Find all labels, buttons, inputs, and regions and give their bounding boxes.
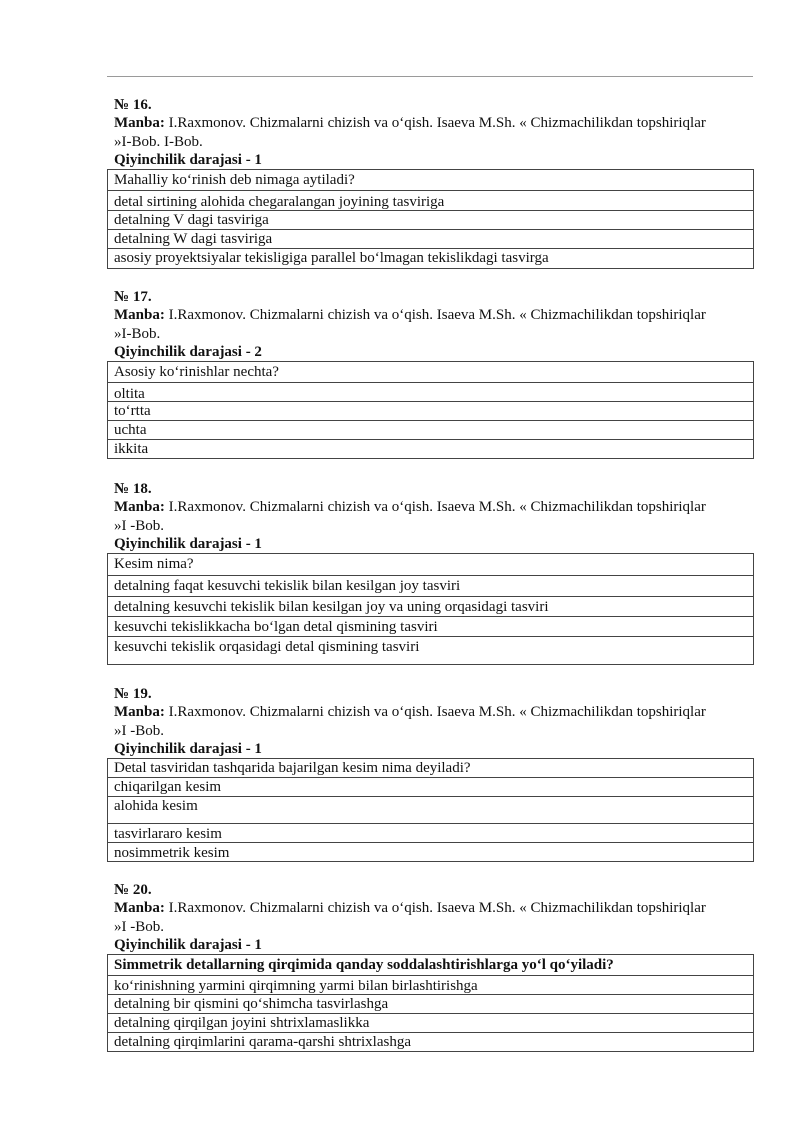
source-label: Manba:	[114, 115, 165, 131]
source-label: Manba:	[114, 307, 165, 323]
question-block	[114, 288, 754, 459]
answer-option: detalning qirqilgan joyini shtrixlamaslikka	[108, 1014, 753, 1033]
question-block	[114, 480, 754, 665]
answer-option: kesuvchi tekislikkacha bo‘lgan detal qismining tasviri	[108, 617, 753, 637]
answer-option: kesuvchi tekislik orqasidagi detal qismining tasviri	[108, 637, 753, 665]
answer-option: detalning kesuvchi tekislik bilan kesilgan joy va uning orqasidagi tasviri	[108, 597, 753, 617]
source-label: Manba:	[114, 704, 165, 720]
source-text: I.Raxmonov. Chizmalarni chizish va o‘qish. Isaeva M.Sh. « Chizmachilikdan topshiriqlar »I-Bob.	[114, 307, 706, 342]
difficulty-level: Qiyinchilik darajasi - 2	[114, 344, 262, 360]
question-table	[107, 553, 754, 665]
question-text: Asosiy ko‘rinishlar nechta?	[108, 362, 753, 383]
answer-option: detalning qirqimlarini qarama-qarshi shtrixlashga	[108, 1033, 753, 1052]
answer-option: ko‘rinishning yarmini qirqimning yarmi bilan birlashtirishga	[108, 976, 753, 995]
top-divider	[107, 76, 753, 77]
answer-option: alohida kesim	[108, 797, 753, 824]
answer-option: oltita	[108, 383, 753, 402]
answer-option: to‘rtta	[108, 402, 753, 421]
source-text: I.Raxmonov. Chizmalarni chizish va o‘qish. Isaeva M.Sh. « Chizmachilikdan topshiriqlar »I -Bob.	[114, 499, 706, 534]
question-block	[114, 881, 754, 1052]
question-table	[107, 954, 754, 1052]
difficulty-level: Qiyinchilik darajasi - 1	[114, 741, 262, 757]
answer-option: detalning bir qismini qo‘shimcha tasvirlashga	[108, 995, 753, 1014]
question-source	[114, 703, 714, 741]
source-label: Manba:	[114, 900, 165, 916]
question-text: Kesim nima?	[108, 554, 753, 576]
source-text: I.Raxmonov. Chizmalarni chizish va o‘qish. Isaeva M.Sh. « Chizmachilikdan topshiriqlar »I-Bob. I-Bob.	[114, 115, 706, 150]
question-number: № 17.	[114, 289, 152, 305]
question-table	[107, 361, 754, 459]
question-number: № 19.	[114, 686, 152, 702]
question-text: Mahalliy ko‘rinish deb nimaga aytiladi?	[108, 170, 753, 191]
question-number: № 20.	[114, 882, 152, 898]
difficulty-level: Qiyinchilik darajasi - 1	[114, 937, 262, 953]
answer-option: chiqarilgan kesim	[108, 778, 753, 797]
question-text: Simmetrik detallarning qirqimida qanday soddalashtirishlarga yo‘l qo‘yiladi?	[108, 955, 753, 976]
question-number: № 18.	[114, 481, 152, 497]
question-number: № 16.	[114, 97, 152, 113]
answer-option: asosiy proyektsiyalar tekisligiga parallel bo‘lmagan tekislikdagi tasvirga	[108, 249, 753, 269]
difficulty-level: Qiyinchilik darajasi - 1	[114, 152, 262, 168]
question-table	[107, 758, 754, 862]
answer-option: tasvirlararo kesim	[108, 824, 753, 843]
question-text: Detal tasviridan tashqarida bajarilgan kesim nima deyiladi?	[108, 759, 753, 778]
answer-option: uchta	[108, 421, 753, 440]
source-label: Manba:	[114, 499, 165, 515]
question-source	[114, 498, 714, 536]
answer-option: detal sirtining alohida chegaralangan joyining tasviriga	[108, 191, 753, 211]
question-source	[114, 306, 714, 344]
source-text: I.Raxmonov. Chizmalarni chizish va o‘qish. Isaeva M.Sh. « Chizmachilikdan topshiriqlar »I -Bob.	[114, 704, 706, 739]
difficulty-level: Qiyinchilik darajasi - 1	[114, 536, 262, 552]
answer-option: nosimmetrik kesim	[108, 843, 753, 862]
question-source	[114, 899, 714, 937]
source-text: I.Raxmonov. Chizmalarni chizish va o‘qish. Isaeva M.Sh. « Chizmachilikdan topshiriqlar »I -Bob.	[114, 900, 706, 935]
question-block	[114, 685, 754, 862]
question-table	[107, 169, 754, 269]
question-block	[114, 96, 754, 269]
answer-option: detalning faqat kesuvchi tekislik bilan kesilgan joy tasviri	[108, 576, 753, 597]
question-source	[114, 114, 714, 152]
answer-option: detalning V dagi tasviriga	[108, 211, 753, 230]
answer-option: detalning W dagi tasviriga	[108, 230, 753, 249]
answer-option: ikkita	[108, 440, 753, 459]
